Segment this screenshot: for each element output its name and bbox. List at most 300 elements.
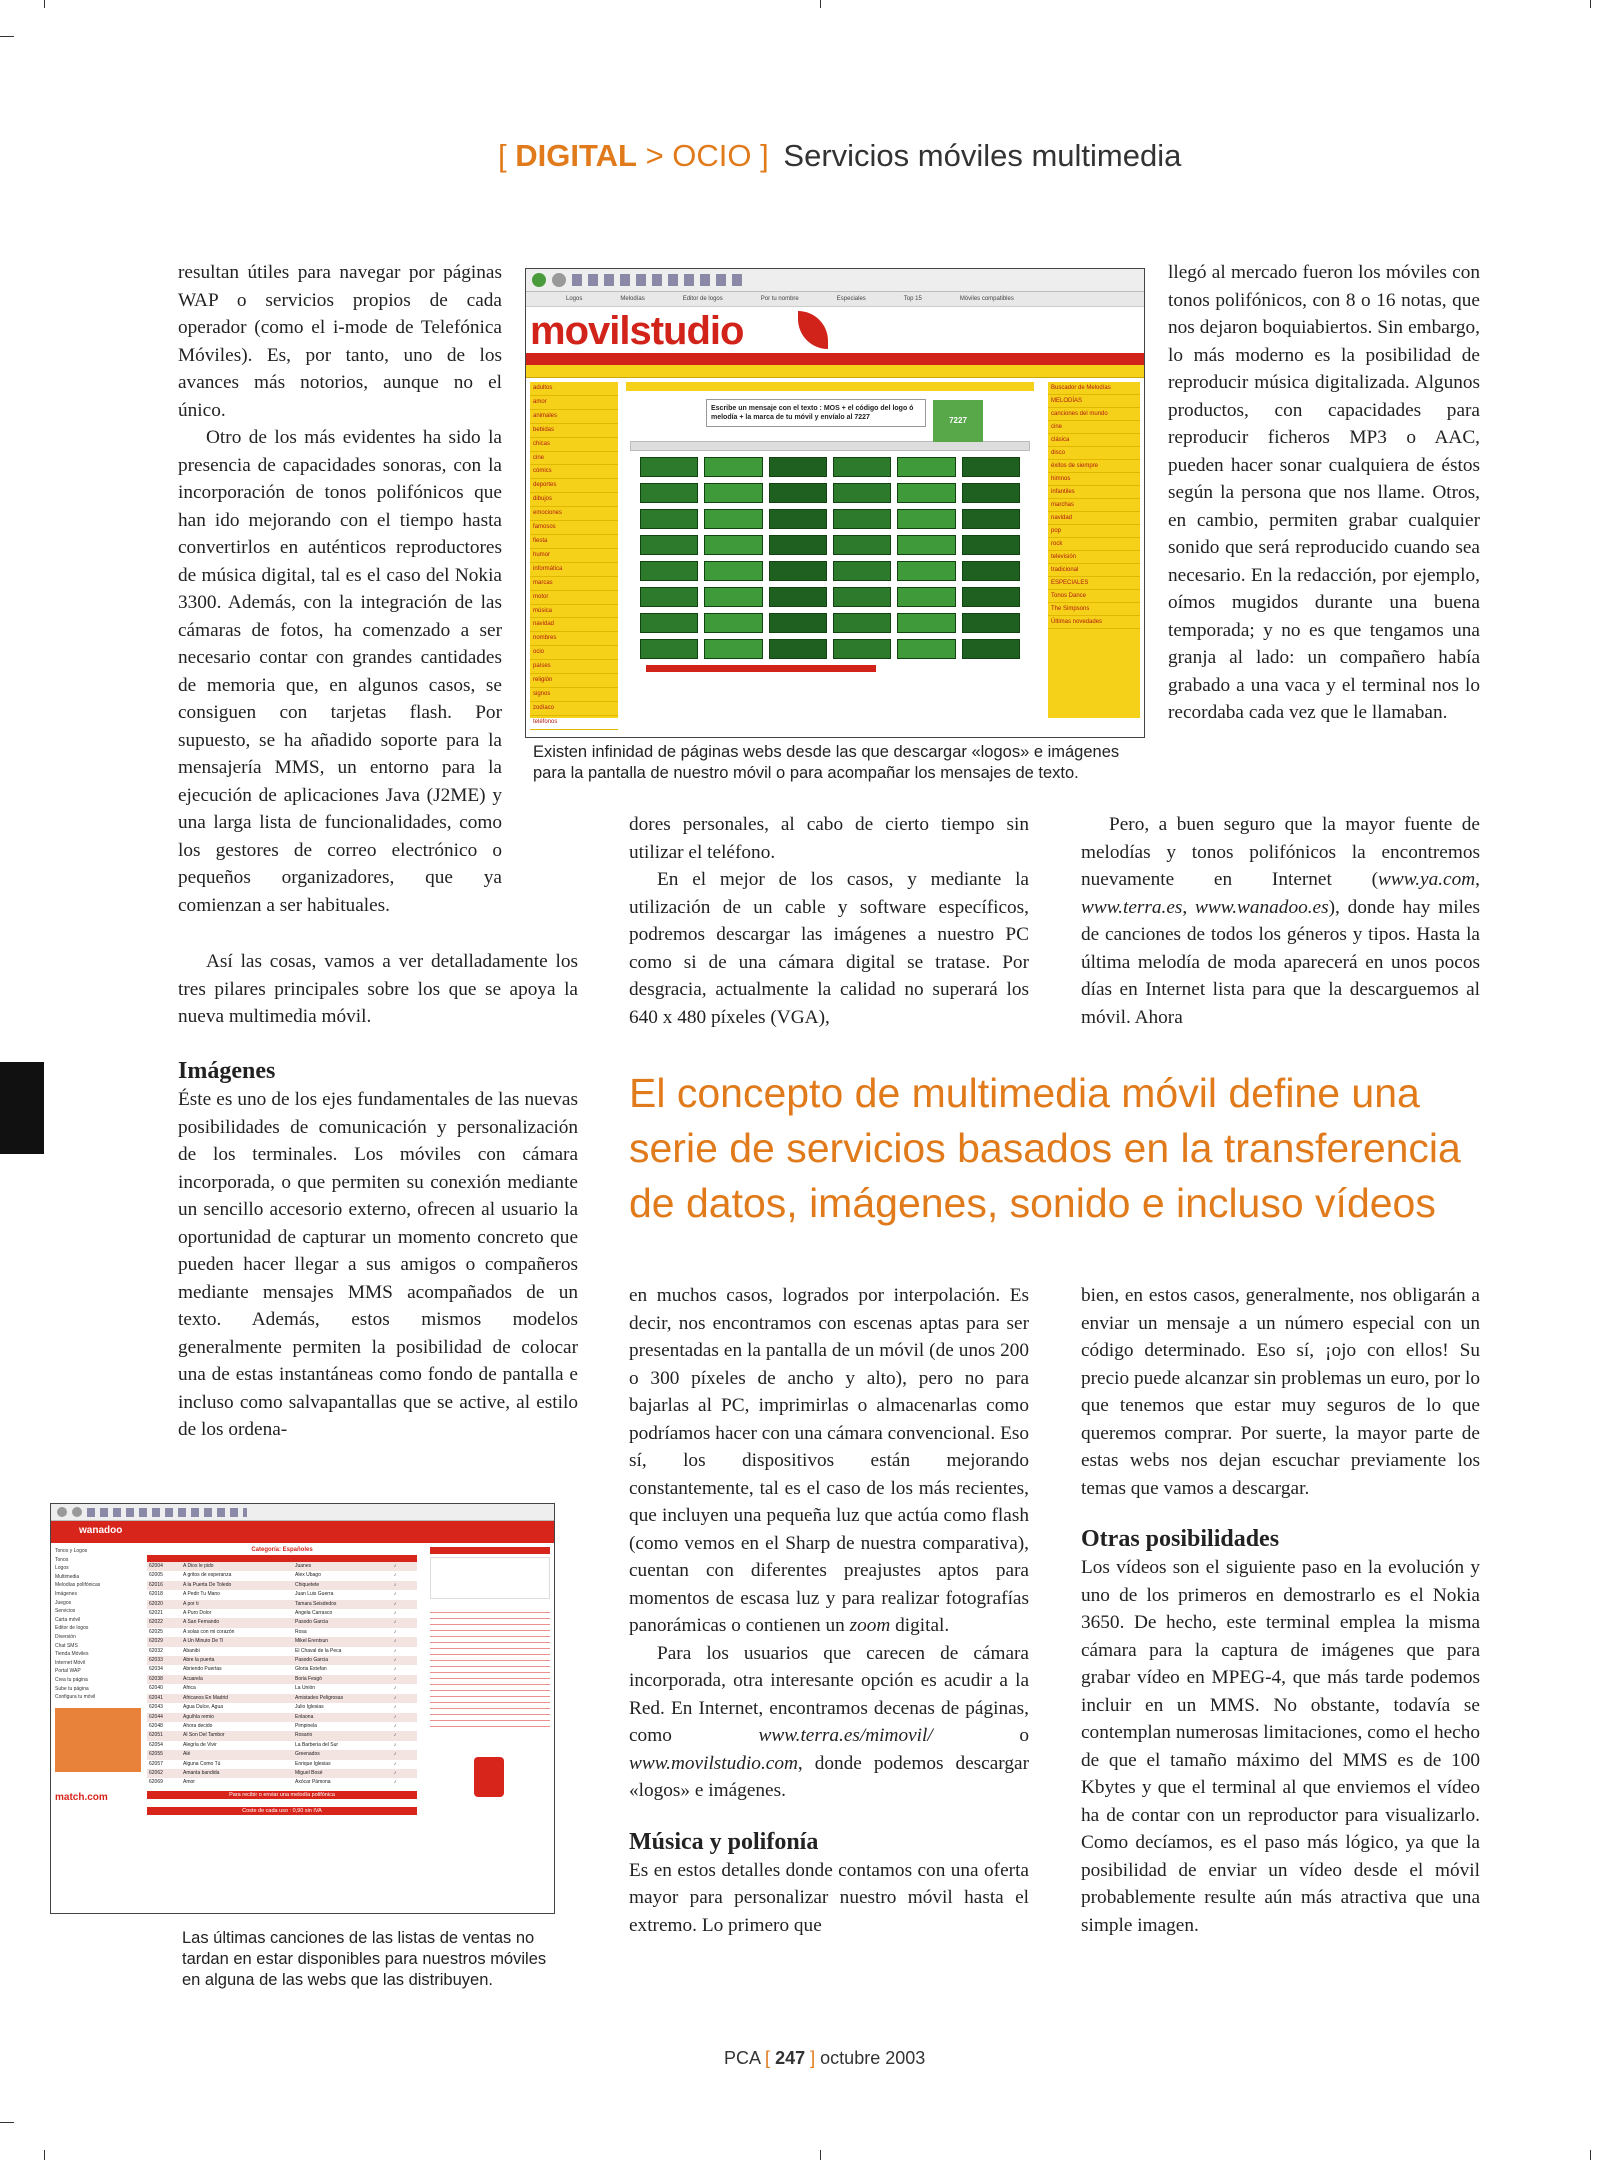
speaker-icon[interactable]: ♪	[393, 1591, 397, 1598]
table-cell: Gloria Estefan	[295, 1666, 327, 1673]
logo-thumbnail[interactable]	[704, 509, 762, 529]
category-link[interactable]: marcas	[530, 577, 618, 591]
category-link[interactable]: cómics	[530, 465, 618, 479]
menu-link[interactable]: Carta móvil	[55, 1616, 81, 1623]
crop-mark	[1590, 0, 1591, 8]
logo-thumbnail[interactable]	[833, 561, 891, 581]
melody-link[interactable]: canciones del mundo	[1048, 408, 1140, 421]
speaker-icon[interactable]: ♪	[393, 1600, 397, 1607]
logo-thumbnail[interactable]	[897, 639, 955, 659]
category-link[interactable]: deportes	[530, 479, 618, 493]
logo-thumbnail[interactable]	[640, 613, 698, 633]
category-link[interactable]: fiesta	[530, 535, 618, 549]
table-cell: 62069	[149, 1779, 163, 1786]
table-row[interactable]	[147, 1778, 417, 1787]
margin-tab	[0, 1062, 44, 1154]
logo-thumbnail[interactable]	[769, 457, 827, 477]
paragraph: Pero, a buen seguro que la mayor fuente de melodías y tonos polifónicos la encontremos nuevamente en Internet (www.ya.com, www.terra.es, www.wanadoo.es), donde hay miles de canciones de todos los géneros y tipos. Hasta la última melodía de moda aparecerá en unos pocos días en Internet lista para que la descarguemos al móvil. Ahora	[1081, 814, 1480, 1028]
toolbar-icons	[87, 1508, 247, 1517]
table-cell: 62029	[149, 1638, 163, 1645]
paragraph: Éste es uno de los ejes fundamentales de las nuevas posibilidades de comunicación y personalización de los terminales. Los móviles con cámara incorporada, o que permiten su conexión mediante un sencillo accesorio externo, ofrecen al usuario la oportunidad de capturar un momento concreto que pueden hacer llegar a sus amigos o compañeros mediante mensajes MMS acompañados de un texto. Además, estos mismos modelos generalmente permiten la posibilidad de colocar una de estas instantáneas como fondo de pantalla e incluso como salvapantallas que se active, al estilo de los ordena-	[178, 1089, 578, 1440]
menu-link[interactable]: Chat SMS	[55, 1642, 78, 1649]
badge-image	[474, 1757, 504, 1797]
menu-link[interactable]: Tonos y Logos	[55, 1548, 88, 1554]
table-cell: 62051	[149, 1732, 163, 1739]
category-link[interactable]: humor	[530, 549, 618, 563]
speaker-icon[interactable]: ♪	[393, 1572, 397, 1579]
pull-quote: El concepto de multimedia móvil define una serie de servicios basados en la transferencia de datos, imágenes, sonido e incluso vídeos	[629, 1070, 1461, 1226]
match-logo: match.com	[55, 1791, 108, 1803]
menu-link[interactable]: Internet Móvil	[55, 1659, 86, 1666]
category-link[interactable]: música	[530, 605, 618, 619]
paragraph: Así las cosas, vamos a ver detalladamente los tres pilares principales sobre los que se apoya la nueva multimedia móvil.	[178, 951, 578, 1027]
link-wanadoo[interactable]: www.wanadoo.es	[1195, 896, 1329, 918]
speaker-icon[interactable]: ♪	[393, 1741, 397, 1748]
paragraph: Es en estos detalles donde contamos con una oferta mayor para personalizar nuestro móvil hasta el extremo. Lo primero que	[629, 1859, 1029, 1936]
melody-link[interactable]: The Simpsons	[1048, 603, 1140, 616]
site-menu-bar	[526, 353, 1144, 365]
table-cell: Amor	[183, 1779, 195, 1786]
table-row[interactable]	[147, 1600, 417, 1609]
right-melody-list	[1048, 382, 1140, 718]
table-cell: 62016	[149, 1581, 163, 1588]
section-heading: Otras posibilidades	[1081, 1526, 1280, 1552]
table-cell: Agua Dulce, Agua	[183, 1704, 224, 1711]
speaker-icon[interactable]: ♪	[393, 1751, 397, 1758]
table-cell: Rosario	[295, 1732, 313, 1739]
table-cell: Africanos En Madrid	[183, 1694, 229, 1701]
table-cell: Alegría de Vivir	[183, 1741, 217, 1748]
table-row[interactable]	[147, 1731, 417, 1740]
logo-thumbnail[interactable]	[640, 561, 698, 581]
site-nav-strip: Logos Melodías Editor de logos Por tu nombre Especiales Top 15 Móviles compatibles	[526, 292, 1144, 307]
table-cell: A San Fernando	[183, 1619, 220, 1626]
logo-thumbnail[interactable]	[833, 639, 891, 659]
paragraph: resultan útiles para navegar por páginas WAP o servicios propios de cada operador (como el i-mode de Telefónica Móviles). Es, por tanto, uno de los avances más notorios, aunque no el único.	[178, 262, 502, 421]
table-cell: 62048	[149, 1722, 163, 1729]
logo-thumbnail[interactable]	[897, 509, 955, 529]
table-row[interactable]	[147, 1750, 417, 1759]
table-cell: 62057	[149, 1760, 163, 1767]
table-cell: 62025	[149, 1628, 163, 1635]
logo-thumbnail[interactable]	[769, 587, 827, 607]
paragraph: Otro de los más evidentes ha sido la presencia de capacidades sonoras, con la incorporación de tonos polifónicos que han ido mejorando con el tiempo hasta convertirlos en auténticos reproductores de música digital, tal es el caso del Nokia 3300. Además, con la integración de las cámaras de fotos, ha comenzado a ser necesario contar con grandes cantidades de memoria que, en algunos casos, se consiguen con tarjetas flash. Por supuesto, se ha añadido soporte para la mensajería MMS, un entorno para la ejecución de aplicaciones Java (J2ME) y una larga lista de funcionalidades, como los gestores de correo electrónico o pequeños organizadores, que ya comienzan a ser habituales.	[178, 427, 502, 916]
column-1-top-continued	[178, 948, 578, 1031]
menu-link[interactable]: Multimedia	[55, 1573, 80, 1580]
section-imagenes	[178, 1056, 578, 1444]
magazine-name: PCA	[724, 2048, 761, 2068]
table-header	[147, 1555, 417, 1562]
melody-link[interactable]: himnos	[1048, 473, 1140, 486]
logo-thumbnail[interactable]	[704, 483, 762, 503]
table-cell: Ahora decido	[183, 1722, 213, 1729]
table-cell: Enlaona	[295, 1713, 314, 1720]
logo-thumbnail[interactable]	[769, 639, 827, 659]
speaker-icon[interactable]: ♪	[393, 1722, 397, 1729]
logo-thumbnail[interactable]	[704, 613, 762, 633]
logo-thumbnail[interactable]	[833, 535, 891, 555]
paragraph: llegó al mercado fueron los móviles con tonos polifónicos, con 8 o 16 notas, que nos dejaron boquiabiertos. Sin embargo, lo más moderno es la posibilidad de reproducir música digitalizada. Algunos productos, con capacidades para reproducir ficheros MP3 o AAC, pueden hacer sonar cualquiera de éstos según la persona que nos llame. Otros, en cambio, permiten grabar cualquier sonido que será reproducido cuando sea necesario. En la redacción, por ejemplo, oímos mugidos durante una buena temporada; y no es que tengamos una granja al lado: un compañero había grabado a una vaca y el terminal nos lo recordaba cada vez que le llamaban.	[1168, 262, 1480, 723]
link-terra-mimovil[interactable]: www.terra.es/mimovil/	[758, 1725, 933, 1746]
table-row[interactable]	[147, 1703, 417, 1712]
logo-thumbnail[interactable]	[704, 639, 762, 659]
speaker-icon[interactable]: ♪	[393, 1581, 397, 1588]
page-footer: PCA [ 247 ] octubre 2003	[724, 2048, 926, 2068]
menu-link[interactable]: Crea tu página	[55, 1676, 88, 1683]
toolbar-icons	[572, 274, 742, 286]
crop-mark	[0, 36, 14, 37]
table-row[interactable]	[147, 1562, 417, 1571]
speaker-icon[interactable]: ♪	[393, 1713, 397, 1720]
table-cell: A por ti	[183, 1600, 199, 1607]
logo-thumbnail[interactable]	[640, 483, 698, 503]
logo-thumbnail[interactable]	[962, 639, 1020, 659]
logo-thumbnail[interactable]	[769, 509, 827, 529]
table-row[interactable]	[147, 1581, 417, 1590]
table-cell: Alguna Como Tú	[183, 1760, 221, 1767]
category-link[interactable]: motor	[530, 591, 618, 605]
category-link[interactable]: dibujos	[530, 493, 618, 507]
browser-toolbar	[51, 1504, 554, 1521]
menu-link[interactable]: Sube tu página	[55, 1685, 89, 1692]
category-title-bar	[626, 382, 1034, 391]
logo-thumbnail[interactable]	[897, 561, 955, 581]
speaker-icon[interactable]: ♪	[393, 1675, 397, 1682]
menu-link[interactable]: Diversión	[55, 1633, 76, 1640]
logo-thumbnail[interactable]	[640, 587, 698, 607]
melody-link[interactable]: ESPECIALES	[1048, 577, 1140, 590]
melody-link[interactable]: pop	[1048, 525, 1140, 538]
table-cell: 62038	[149, 1675, 163, 1682]
table-cell: A Puro Dolor	[183, 1610, 212, 1617]
table-row[interactable]	[147, 1656, 417, 1665]
logo-thumbnail[interactable]	[640, 457, 698, 477]
table-row[interactable]	[147, 1665, 417, 1674]
header-title: Servicios móviles multimedia	[783, 138, 1182, 173]
table-cell: 62020	[149, 1600, 163, 1607]
table-cell: 62034	[149, 1666, 163, 1673]
promo-box	[55, 1708, 141, 1772]
menu-link[interactable]: Tonos	[55, 1556, 69, 1563]
table-cell: La Unión	[295, 1685, 316, 1692]
speaker-icon[interactable]: ♪	[393, 1704, 397, 1711]
category-link[interactable]: informática	[530, 563, 618, 577]
logo-thumbnail[interactable]	[897, 457, 955, 477]
logo-thumbnail[interactable]	[962, 483, 1020, 503]
column-2-bottom	[629, 1282, 1029, 1939]
table-cell: 62043	[149, 1704, 163, 1711]
section-header: [ DIGITAL > OCIO ] Servicios móviles multimedia	[498, 138, 1182, 173]
left-category-list	[530, 382, 618, 725]
logo-grid-area	[626, 382, 1034, 718]
wanadoo-body	[51, 1543, 554, 1913]
menu-link[interactable]: Tienda Móviles	[55, 1651, 89, 1658]
table-cell: A Dios le pido	[183, 1563, 214, 1569]
melody-link[interactable]: Últimas novedades	[1048, 616, 1140, 629]
browser-toolbar	[526, 269, 1144, 292]
logo-thumbnail[interactable]	[704, 561, 762, 581]
logo-thumbnail[interactable]	[962, 535, 1020, 555]
wanadoo-right-panel	[430, 1547, 550, 1847]
speaker-icon[interactable]: ♪	[393, 1619, 397, 1626]
table-cell: 62040	[149, 1685, 163, 1692]
figure-movilstudio-screenshot	[525, 268, 1145, 738]
melody-link[interactable]: clásica	[1048, 434, 1140, 447]
melody-link[interactable]: navidad	[1048, 512, 1140, 525]
category-link[interactable]: religión	[530, 674, 618, 688]
logo-thumbnail[interactable]	[897, 483, 955, 503]
logo-thumbnail[interactable]	[769, 561, 827, 581]
speaker-icon[interactable]: ♪	[393, 1732, 397, 1739]
logo-thumbnail[interactable]	[962, 457, 1020, 477]
table-cell: Pimpinela	[295, 1722, 317, 1729]
table-cell: Angela Carrasco	[295, 1610, 333, 1617]
speaker-icon[interactable]: ♪	[393, 1666, 397, 1673]
menu-link[interactable]: Portal WAP	[55, 1668, 81, 1675]
logo-thumbnail[interactable]	[640, 535, 698, 555]
table-cell: Tamara Seisdedos	[295, 1600, 337, 1607]
table-cell: 62033	[149, 1657, 163, 1664]
logo-swoosh	[798, 311, 828, 349]
speaker-icon[interactable]: ♪	[393, 1657, 397, 1664]
section-heading: Música y polifonía	[629, 1828, 819, 1855]
menu-link[interactable]: Servicios	[55, 1608, 76, 1615]
table-cell: 62004	[149, 1563, 163, 1569]
logo-thumbnail[interactable]	[833, 457, 891, 477]
table-cell: Abre la puerta	[183, 1657, 215, 1664]
grid-footer-bar	[646, 665, 876, 672]
column-3-top-continued	[1081, 811, 1480, 1031]
logo-thumbnail[interactable]	[897, 535, 955, 555]
crop-mark	[1590, 2150, 1591, 2160]
table-row[interactable]	[147, 1684, 417, 1693]
speaker-icon[interactable]: ♪	[393, 1628, 397, 1635]
table-cell: Greenados	[295, 1751, 320, 1758]
table-row[interactable]	[147, 1722, 417, 1731]
table-row[interactable]	[147, 1675, 417, 1684]
column-2-top	[629, 811, 1029, 1031]
table-cell: Chiquetete	[295, 1581, 320, 1588]
issue-date: octubre 2003	[820, 2048, 926, 2068]
logo-thumbnail[interactable]	[962, 587, 1020, 607]
column-1-top	[178, 259, 502, 919]
table-cell: Al Son Del Tambor	[183, 1732, 225, 1739]
figure-wanadoo-screenshot	[50, 1503, 555, 1914]
paragraph: bien, en estos casos, generalmente, nos obligarán a enviar un mensaje a un número especial con un código determinado. Eso sí, ¡ojo con ellos! Su precio puede alcanzar sin problemas un euro, por lo que tenemos que estar muy seguros de lo que queremos comprar. Por suerte, la mayor parte de estas webs nos dejan escuchar previamente los temas que vamos a descargar.	[1081, 1285, 1480, 1499]
table-cell: A gritos de esperanza	[183, 1572, 232, 1579]
column-3-bottom	[1081, 1282, 1480, 1939]
logo-thumbnail[interactable]	[704, 457, 762, 477]
logo-thumbnail[interactable]	[833, 509, 891, 529]
page-number: 247	[775, 2048, 806, 2068]
table-row[interactable]	[147, 1628, 417, 1637]
table-cell: Acuarela	[183, 1675, 203, 1682]
melody-link[interactable]: cine	[1048, 421, 1140, 434]
category-link[interactable]: teléfonos	[530, 716, 618, 730]
site-body	[526, 378, 1144, 726]
logo-thumbnail[interactable]	[769, 483, 827, 503]
category-link[interactable]: cine	[530, 452, 618, 466]
logo-thumbnail[interactable]	[640, 639, 698, 659]
logo-thumbnail[interactable]	[833, 483, 891, 503]
section-name: DIGITAL	[515, 138, 637, 173]
speaker-icon[interactable]: ♪	[393, 1769, 397, 1776]
melody-link[interactable]: Tonos Dance	[1048, 590, 1140, 603]
promo-bar: Para recibir o enviar una melodía polifónica	[147, 1791, 417, 1799]
logo-thumbnail[interactable]	[897, 613, 955, 633]
table-cell: Julio Iglesias	[295, 1704, 324, 1711]
section-heading: Imágenes	[178, 1058, 276, 1084]
speaker-icon[interactable]: ♪	[393, 1685, 397, 1692]
logo-thumbnail[interactable]	[962, 613, 1020, 633]
speaker-icon[interactable]: ♪	[393, 1563, 397, 1569]
category-link[interactable]: animales	[530, 410, 618, 424]
table-cell: 62021	[149, 1610, 163, 1617]
melody-link[interactable]: tradicional	[1048, 564, 1140, 577]
table-cell: A Pedir Tu Mano	[183, 1591, 220, 1598]
category-link[interactable]: famosos	[530, 521, 618, 535]
sms-code-badge: 7227	[933, 400, 983, 442]
menu-link[interactable]: Melodías polifónicas	[55, 1582, 101, 1589]
table-cell: Aguíhla remio	[183, 1713, 214, 1720]
paragraph: Los vídeos son el siguiente paso en la evolución y uno de los primeros en demostrarlo es el Nokia 3650. De hecho, este terminal emplea la misma cámara para la captura de imágenes que para grabar vídeo en MPEG-4, que más tarde podemos incluir en un MMS. No obstante, todavía se contemplan numerosas limitaciones, como el hecho de que el tamaño máximo del MMS es de 100 Kbytes y que el terminal al que enviemos el vídeo ha de contar con un reproductor para visualizarlo. Como decíamos, es el paso más lógico, ya que la posibilidad de enviar un vídeo desde el móvil probablemente resulte aún más atractiva que una simple imagen.	[1081, 1557, 1480, 1936]
table-row[interactable]	[147, 1741, 417, 1750]
paragraph: en muchos casos, logrados por interpolación. Es decir, nos encontramos con escenas aptas para ser presentadas en la pantalla de un móvil (de unos 200 o 300 píxeles de ancho y alto), pero no para bajarlas al PC, imprimirlas o almacenarlas como podríamos hacer con una cámara convencional. Eso sí, los dispositivos están mejorando constantemente, tal es el caso de los más recientes, que incluyen una pequeña luz que actúa como flash (como vemos en el Sharp de nuestra comparativa), cuentan con diferentes preajustes aptos para momentos de escasa luz y para realizar fotografías panorámicas o contienen un zoom digital.	[629, 1285, 1029, 1636]
logo-thumbnail[interactable]	[704, 587, 762, 607]
logo-thumbnail[interactable]	[962, 509, 1020, 529]
table-cell: A Un Minuto De Ti	[183, 1638, 224, 1645]
site-menu-bar-2	[526, 365, 1144, 378]
menu-link[interactable]: Imágenes	[55, 1590, 77, 1597]
forward-icon	[552, 273, 566, 287]
pagination-bar	[630, 441, 1030, 451]
subsection-name: OCIO	[672, 138, 752, 173]
logo-thumbnail[interactable]	[769, 535, 827, 555]
table-cell: 62032	[149, 1647, 163, 1654]
category-link[interactable]: amor	[530, 396, 618, 410]
menu-link[interactable]: Editor de logos	[55, 1625, 89, 1632]
link-terra[interactable]: www.terra.es	[1081, 896, 1183, 918]
wanadoo-logo: wanadoo	[79, 1525, 123, 1536]
category-link[interactable]: países	[530, 660, 618, 674]
melody-link[interactable]: éxitos de siempre	[1048, 460, 1140, 473]
song-table-area	[147, 1547, 417, 1815]
menu-link[interactable]: Juegos	[55, 1599, 72, 1606]
price-bar: Coste de cada uso : 0,90 sin IVA	[147, 1807, 417, 1815]
category-link[interactable]: signos	[530, 688, 618, 702]
table-cell: Alex Ubago	[295, 1572, 321, 1579]
crop-mark	[0, 2122, 14, 2123]
figure-2-caption: Las últimas canciones de las listas de ventas no tardan en estar disponibles para nuestros móviles en alguna de las webs que las distribuyen.	[182, 1929, 547, 1989]
table-cell: 62041	[149, 1694, 163, 1701]
table-row[interactable]	[147, 1760, 417, 1769]
table-cell: Amistades Peligrosas	[295, 1694, 344, 1701]
logo-thumbnail[interactable]	[833, 613, 891, 633]
table-cell: 62044	[149, 1713, 163, 1720]
table-row[interactable]	[147, 1769, 417, 1778]
melody-link[interactable]: Buscador de Melodías	[1048, 382, 1140, 395]
table-cell: A la Puerta De Toledo	[183, 1581, 232, 1588]
table-cell: Boria Fesgó	[295, 1675, 322, 1682]
melody-link[interactable]: MELODÍAS	[1048, 395, 1140, 408]
logo-thumbnail[interactable]	[640, 509, 698, 529]
category-link[interactable]: bebidas	[530, 424, 618, 438]
crop-mark	[820, 2150, 821, 2160]
menu-link[interactable]: Configura tu móvil	[55, 1694, 96, 1701]
table-cell: Africa	[183, 1685, 196, 1692]
logo-thumbnail[interactable]	[704, 535, 762, 555]
speaker-icon[interactable]: ♪	[393, 1638, 397, 1645]
sms-instructions-box: Escribe un mensaje con el texto : MOS + el código del logo ó melodía + la marca de tu móvil y envíalo al 7227 7227	[706, 399, 926, 427]
melody-link[interactable]: marchas	[1048, 499, 1140, 512]
forward-icon	[72, 1507, 82, 1517]
table-row[interactable]	[147, 1571, 417, 1580]
table-cell: A solas con mi corazón	[183, 1628, 235, 1635]
table-cell: Axócar Pámona	[295, 1779, 331, 1786]
table-row[interactable]	[147, 1590, 417, 1599]
speaker-icon[interactable]: ♪	[393, 1610, 397, 1617]
category-link[interactable]: zodíaco	[530, 702, 618, 716]
melody-link[interactable]: infantiles	[1048, 486, 1140, 499]
category-link[interactable]: nombres	[530, 632, 618, 646]
speaker-icon[interactable]: ♪	[393, 1647, 397, 1654]
speaker-icon[interactable]: ♪	[393, 1760, 397, 1767]
link-ya[interactable]: www.ya.com	[1378, 869, 1476, 890]
logo-thumbnail[interactable]	[769, 613, 827, 633]
crop-mark	[44, 2150, 45, 2160]
song-table	[147, 1562, 417, 1788]
movilstudio-logo: movilstudio	[530, 309, 744, 353]
table-cell: 62018	[149, 1591, 163, 1598]
category-title: Categoría: Españoles	[251, 1547, 313, 1553]
category-link[interactable]: emociones	[530, 507, 618, 521]
melody-link[interactable]: televisión	[1048, 551, 1140, 564]
figure-1-caption: Existen infinidad de páginas webs desde las que descargar «logos» e imágenes para la pantalla de nuestro móvil o para acompañar los mensajes de texto.	[533, 743, 1120, 782]
table-row[interactable]	[147, 1694, 417, 1703]
table-cell: Pasodo Garcia	[295, 1619, 329, 1626]
melody-link[interactable]: rock	[1048, 538, 1140, 551]
back-icon	[532, 273, 546, 287]
melody-link[interactable]: disco	[1048, 447, 1140, 460]
wanadoo-left-menu	[55, 1547, 141, 1909]
table-cell: 62054	[149, 1741, 163, 1748]
table-cell: El Chaval de la Peca	[295, 1647, 342, 1654]
logo-thumbnail[interactable]	[897, 587, 955, 607]
category-link[interactable]: adultos	[530, 382, 618, 396]
speaker-icon[interactable]: ♪	[393, 1779, 397, 1786]
logo-thumbnail[interactable]	[962, 561, 1020, 581]
table-row[interactable]	[147, 1647, 417, 1656]
table-row[interactable]	[147, 1637, 417, 1646]
logo-thumbnail[interactable]	[833, 587, 891, 607]
category-link[interactable]: navidad	[530, 618, 618, 632]
category-link[interactable]: chicas	[530, 438, 618, 452]
wanadoo-top-bar	[51, 1521, 554, 1543]
table-cell: Abriendo Puertas	[183, 1666, 222, 1673]
speaker-icon[interactable]: ♪	[393, 1694, 397, 1701]
table-row[interactable]	[147, 1609, 417, 1618]
table-cell: 62005	[149, 1572, 163, 1579]
table-row[interactable]	[147, 1713, 417, 1722]
category-link[interactable]: ocio	[530, 646, 618, 660]
table-row[interactable]	[147, 1618, 417, 1627]
link-movilstudio[interactable]: www.movilstudio.com	[629, 1752, 798, 1774]
paragraph: Para los usuarios que carecen de cámara incorporada, otra interesante opción es acudir a la Red. En Internet, encontramos decenas de páginas, como www.terra.es/mimovil/ o www.movilstudio.com, donde podemos descargar «logos» e imágenes.	[629, 1642, 1029, 1801]
table-cell: Rosa	[295, 1628, 307, 1635]
menu-link[interactable]: Logos	[55, 1565, 69, 1572]
table-cell: Enrique Iglesias	[295, 1760, 331, 1767]
table-cell: Miguel Bosé	[295, 1769, 323, 1776]
